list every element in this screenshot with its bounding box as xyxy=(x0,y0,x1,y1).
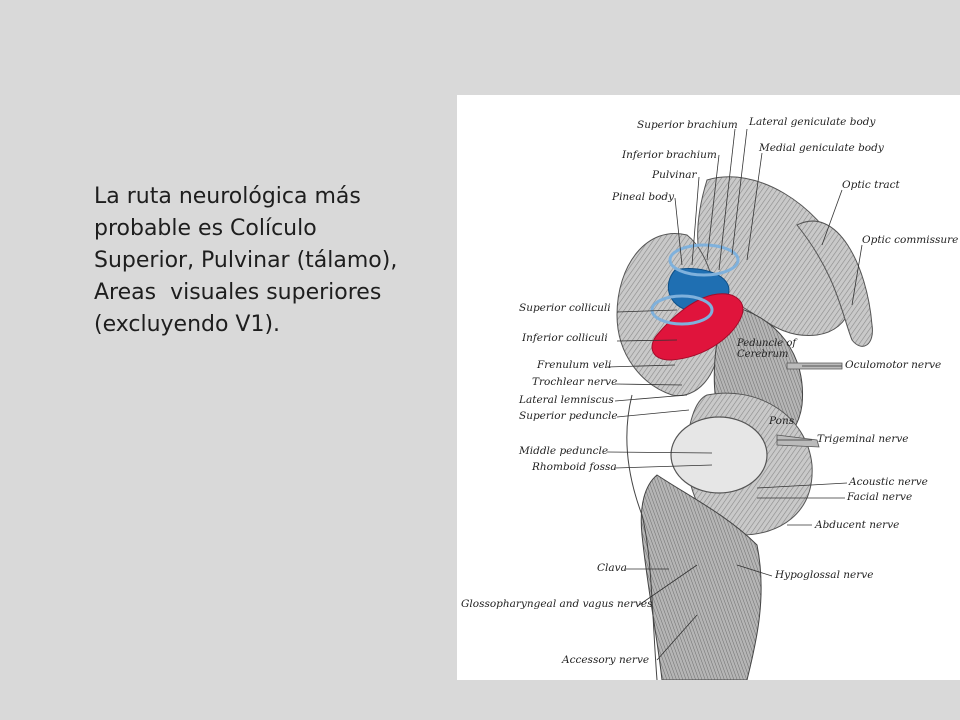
slide-body-text xyxy=(94,181,454,341)
brainstem-illustration xyxy=(457,95,960,680)
label-abducent-nerve: Abducent nerve xyxy=(815,519,900,531)
label-frenulum-veli: Frenulum veli xyxy=(537,359,612,371)
text-line: probable es Colículo xyxy=(94,216,317,241)
label-optic-tract: Optic tract xyxy=(842,179,900,191)
label-pulvinar: Pulvinar xyxy=(652,169,697,181)
label-superior-colliculi: Superior colliculi xyxy=(519,302,611,314)
text-line: (excluyendo V1). xyxy=(94,312,281,337)
label-middle-peduncle: Middle peduncle xyxy=(519,445,609,457)
label-glossopharyngeal-vagus: Glossopharyngeal and vagus nerves xyxy=(461,598,653,610)
label-superior-peduncle: Superior peduncle xyxy=(519,410,618,422)
text-line: Superior, Pulvinar (tálamo), xyxy=(94,248,398,273)
text-line: La ruta neurológica más xyxy=(94,184,361,209)
label-peduncle-of-cerebrum: Peduncle of Cerebrum xyxy=(737,338,797,360)
label-acoustic-nerve: Acoustic nerve xyxy=(849,476,928,488)
label-lateral-geniculate-body: Lateral geniculate body xyxy=(749,116,876,128)
text-line: Areas visuales superiores xyxy=(94,280,382,305)
label-oculomotor-nerve: Oculomotor nerve xyxy=(845,359,942,371)
label-inferior-brachium: Inferior brachium xyxy=(622,149,717,161)
label-medial-geniculate-body: Medial geniculate body xyxy=(759,142,884,154)
label-hypoglossal-nerve: Hypoglossal nerve xyxy=(775,569,874,581)
label-trochlear-nerve: Trochlear nerve xyxy=(532,376,618,388)
label-inferior-colliculi: Inferior colliculi xyxy=(522,332,608,344)
label-trigeminal-nerve: Trigeminal nerve xyxy=(817,433,909,445)
label-accessory-nerve: Accessory nerve xyxy=(562,654,650,666)
label-pons: Pons xyxy=(769,415,795,427)
middle-peduncle-shape xyxy=(671,417,767,493)
label-rhomboid-fossa: Rhomboid fossa xyxy=(532,461,617,473)
label-lateral-lemniscus: Lateral lemniscus xyxy=(519,394,614,406)
label-superior-brachium: Superior brachium xyxy=(637,119,738,131)
label-pineal-body: Pineal body xyxy=(612,191,675,203)
label-optic-commissure: Optic commissure xyxy=(862,234,959,246)
label-clava: Clava xyxy=(597,562,627,574)
label-facial-nerve: Facial nerve xyxy=(847,491,913,503)
